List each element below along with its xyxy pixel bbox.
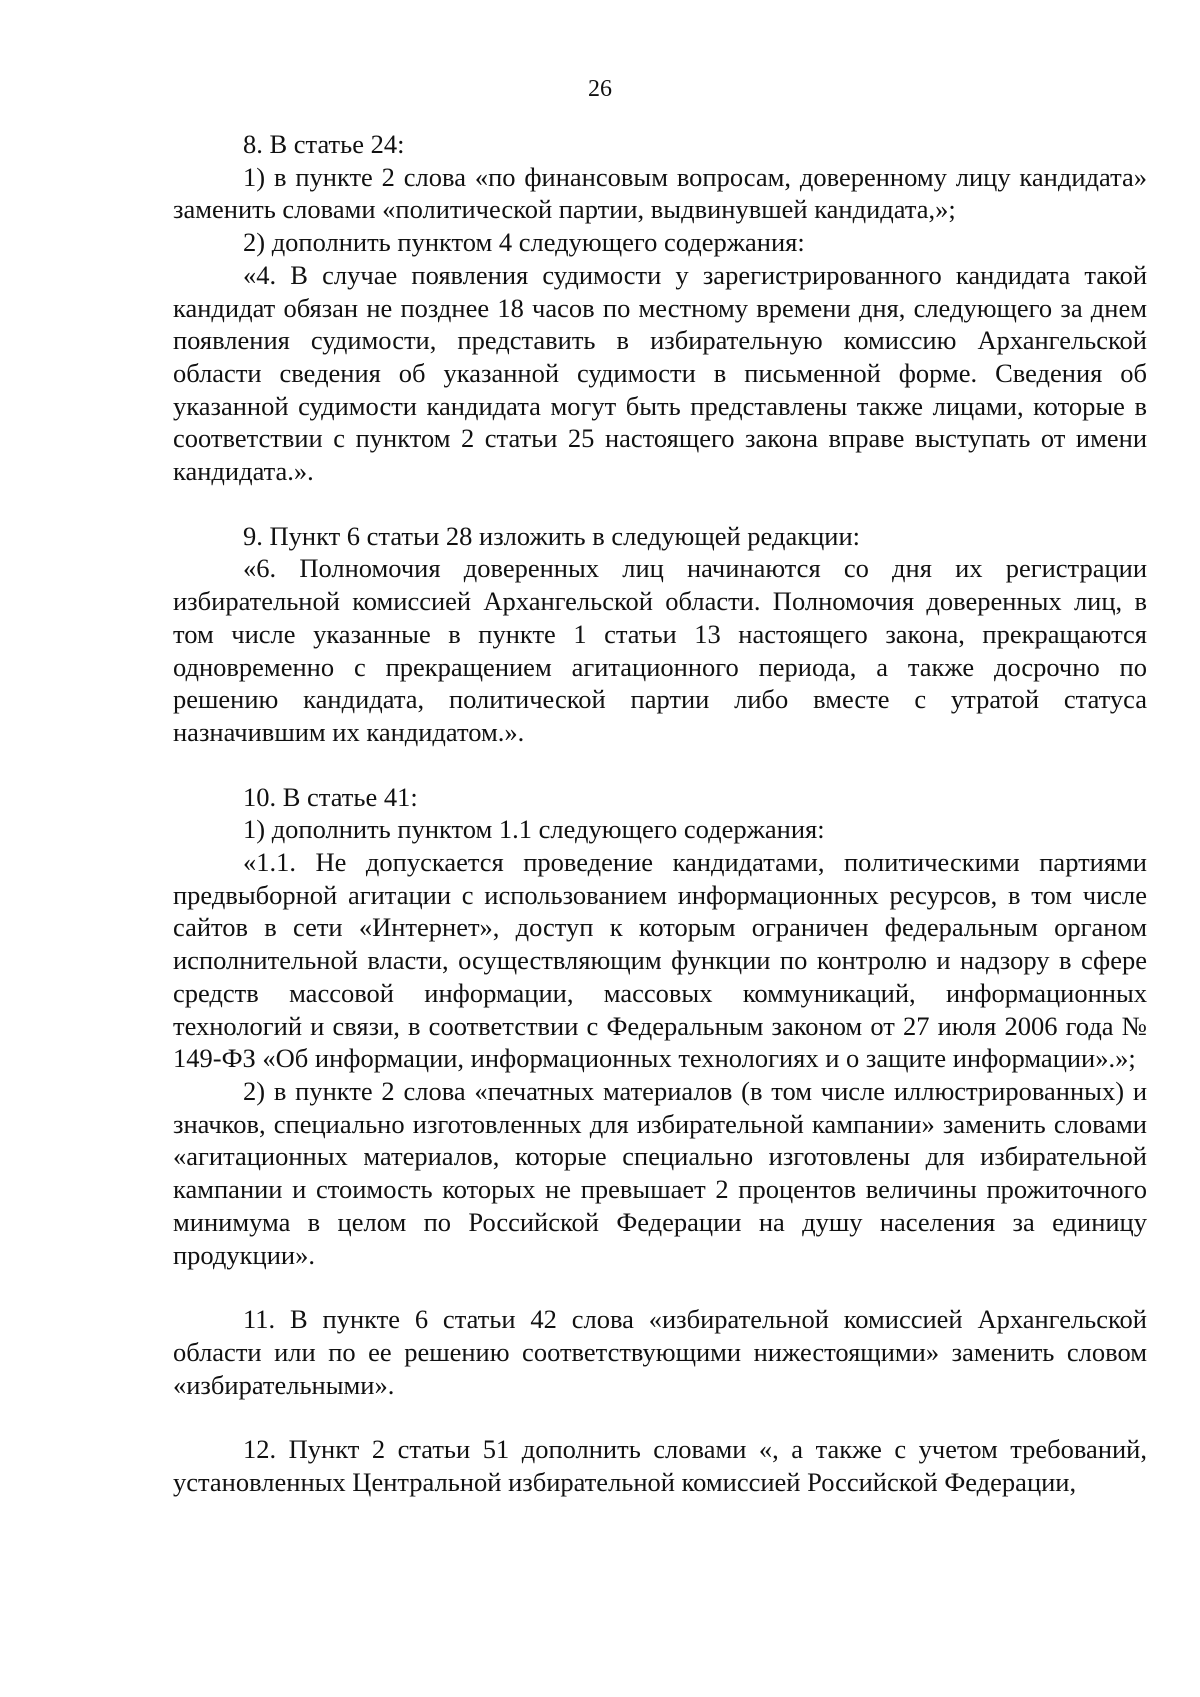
- paragraph-article-41-point-1-1-text: «1.1. Не допускается проведение кандидатами, политическими партиями предвыборной агитации с использованием информационных ресурсов, в том числе сайтов в сети «Интернет», доступ к которым ограничен федеральным органом исполнительной власти, осуществляющим функции по контролю и надзору в сфере средств массовой информации, массовых коммуникаций, информационных технологий и связи, в соответствии с Федеральным законом от 27 июля 2006 года № 149-ФЗ «Об информации, информационных технологиях и о защите информации».»;: [173, 847, 1147, 1074]
- paragraph-article-51: 12. Пункт 2 статьи 51 дополнить словами «, а также с учетом требований, установленных Центральной избирательной комиссией Российской Федерации,: [173, 1434, 1147, 1498]
- document-body: [173, 128, 1147, 1499]
- paragraph-article-41-item-2: 2) в пункте 2 слова «печатных материалов (в том числе иллюстрированных) и значков, специально изготовленных для избирательной кампании» заменить словами «агитационных материалов, которые специально изготовлены для избирательной кампании и стоимость которых не превышает 2 процентов величины прожиточного минимума в целом по Российской Федерации на душу населения за единицу продукции».: [173, 1075, 1147, 1270]
- paragraph-article-24-point-4-text: «4. В случае появления судимости у зарегистрированного кандидата такой кандидат обязан не позднее 18 часов по местному времени дня, следующего за днем появления судимости, представить в избирательную комиссию Архангельской области сведения об указанной судимости в письменной форме. Сведения об указанной судимости кандидата могут быть представлены также лицами, которые в соответствии с пунктом 2 статьи 25 настоящего закона вправе выступать от имени кандидата.».: [173, 259, 1147, 487]
- paragraph-article-41-heading: 10. В статье 41:: [243, 781, 418, 812]
- paragraph-article-24-heading: 8. В статье 24:: [243, 129, 405, 159]
- paragraph-article-41-item-1: 1) дополнить пунктом 1.1 следующего содержания:: [243, 814, 825, 845]
- paragraph-article-24-item-1: 1) в пункте 2 слова «по финансовым вопросам, доверенному лицу кандидата» заменить словами «политической партии, выдвинувшей кандидата,»;: [173, 161, 1147, 225]
- paragraph-article-28-heading: 9. Пункт 6 статьи 28 изложить в следующей редакции:: [243, 520, 860, 551]
- paragraph-article-42: 11. В пункте 6 статьи 42 слова «избирательной комиссией Архангельской области или по ее решению соответствующими нижестоящими» заменить словом «избирательными».: [173, 1304, 1147, 1400]
- paragraph-article-24-item-2: 2) дополнить пунктом 4 следующего содержания:: [243, 227, 805, 258]
- paragraph-article-28-point-6-text: «6. Полномочия доверенных лиц начинаются со дня их регистрации избирательной комиссией Архангельской области. Полномочия доверенных лиц, в том числе указанные в пункте 1 статьи 13 настоящего закона, прекращаются одновременно с прекращением агитационного периода, а также досрочно по решению кандидата, политической партии либо вместе с утратой статуса назначившим их кандидатом.».: [173, 553, 1147, 747]
- page-number: 26: [588, 76, 612, 102]
